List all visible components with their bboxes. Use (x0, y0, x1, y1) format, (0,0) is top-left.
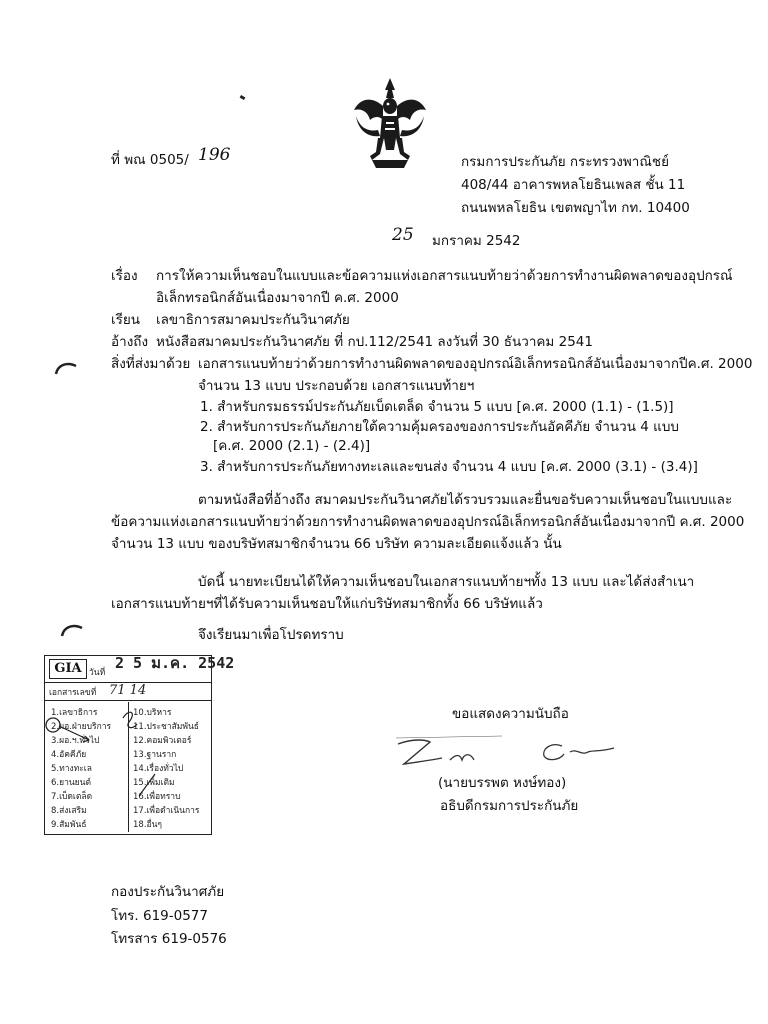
stamp-left-item: 5.ทางทะเล (51, 764, 92, 774)
stamp-right-item: 15.เพิ่มเติม (133, 778, 175, 788)
footer-fax: โทรสาร 619-0576 (111, 931, 227, 947)
signatory-title: อธิบดีกรมการประกันภัย (440, 798, 579, 814)
handwritten-signature (392, 730, 632, 774)
subject-line-2: อิเล็กทรอนิกส์อันเนื่องมาจากปี ค.ศ. 2000 (156, 290, 399, 306)
stamp-right-item: 11.ประชาสัมพันธ์ (133, 722, 199, 732)
enclosure-item-2-cont: [ค.ศ. 2000 (2.1) - (2.4)] (213, 438, 371, 454)
para2-line-2: เอกสารแนบท้ายฯที่ได้รับความเห็นชอบให้แก่บริษัทสมาชิกทั้ง 66 บริษัทแล้ว (111, 596, 543, 612)
signatory-name: (นายบรรพต หงษ์ทอง) (438, 775, 567, 791)
stamp-doc-no-handwritten: 71 14 (109, 683, 147, 698)
para1-line-3: จำนวน 13 แบบ ของบริษัทสมาชิกจำนวน 66 บริษัท ความละเอียดแจ้งแล้ว นั้น (111, 536, 562, 552)
stamp-right-item: 16.เพื่อทราบ (133, 792, 181, 802)
stamp-logo: GIA (49, 659, 87, 679)
enclosure-item-3: 3. สำหรับการประกันภัยทางทะเลและขนส่ง จำนวน 4 แบบ [ค.ศ. 2000 (3.1) - (3.4)] (200, 459, 698, 475)
stamp-left-item: 1.เลขาธิการ (51, 708, 98, 718)
enclosure-line-2: จำนวน 13 แบบ ประกอบด้วย เอกสารแนบท้ายฯ (198, 378, 475, 394)
hole-punch-mark-2 (60, 622, 84, 638)
stamp-right-item: 10.บริหาร (133, 708, 172, 718)
sender-address-2: ถนนพหลโยธิน เขตพญาไท กท. 10400 (461, 200, 690, 216)
stamp-left-item: 6.ยานยนต์ (51, 778, 91, 788)
para1-line-1: ตามหนังสือที่อ้างถึง สมาคมประกันวินาศภัยได้รวบรวมและยื่นขอรับความเห็นชอบในแบบและ (198, 492, 733, 508)
stamp-pen-marks (45, 656, 211, 834)
garuda-emblem-icon (352, 76, 428, 170)
stamp-right-item: 18.อื่นๆ (133, 820, 162, 830)
stamp-doc-no-label: เอกสารเลขที่ (49, 688, 97, 698)
stamp-right-item: 17.เพื่อดำเนินการ (133, 806, 200, 816)
stray-mark (240, 95, 246, 100)
ref-label: ที่ พณ 0505/ (111, 152, 189, 168)
enclosure-item-2: 2. สำหรับการประกันภัยภายใต้ความคุ้มครองของการประกันอัคคีภัย จำนวน 4 แบบ (200, 419, 679, 435)
stamp-right-item: 12.คอมพิวเตอร์ (133, 736, 192, 746)
reference-label: อ้างถึง (111, 334, 149, 350)
stamp-left-item: 9.สัมพันธ์ (51, 820, 87, 830)
para2-line-1: บัดนี้ นายทะเบียนได้ให้ความเห็นชอบในเอกสารแนบท้ายฯทั้ง 13 แบบ และได้ส่งสำเนา (198, 574, 695, 590)
closing-request: จึงเรียนมาเพื่อโปรดทราบ (198, 627, 344, 643)
sender-address-1: 408/44 อาคารพหลโยธินเพลส ชั้น 11 (461, 177, 686, 193)
subject-line-1: การให้ความเห็นชอบในแบบและข้อความแห่งเอกสารแนบท้ายว่าด้วยการทำงานผิดพลาดของอุปกรณ์ (156, 268, 733, 284)
to-value: เลขาธิการสมาคมประกันวินาศภัย (156, 312, 350, 328)
enclosure-item-1: 1. สำหรับกรมธรรม์ประกันภัยเบ็ดเตล็ด จำนวน 5 แบบ [ค.ศ. 2000 (1.1) - (1.5)] (200, 399, 674, 415)
stamp-left-item: 2.ผอ.ฝ่ายบริการ (51, 722, 112, 732)
para1-line-2: ข้อความแห่งเอกสารแนบท้ายว่าด้วยการทำงานผิดพลาดของอุปกรณ์อิเล็กทรอนิกส์อันเนื่องมาจากปี ค.ศ. 2000 (111, 514, 745, 530)
stamp-left-item: 4.อัคคีภัย (51, 750, 87, 760)
stamp-left-item: 7.เบ็ดเตล็ด (51, 792, 93, 802)
to-label: เรียน (111, 312, 141, 328)
subject-label: เรื่อง (111, 268, 138, 284)
date-day-handwritten: 25 (392, 225, 414, 245)
ref-number-handwritten: 196 (198, 145, 231, 165)
reference-value: หนังสือสมาคมประกันวินาศภัย ที่ กป.112/2541 ลงวันที่ 30 ธันวาคม 2541 (156, 334, 593, 350)
enclosure-label: สิ่งที่ส่งมาด้วย (111, 356, 191, 372)
stamp-left-item: 3.ผอ.ฯ.ทั่วไป (51, 736, 100, 746)
hole-punch-mark (54, 360, 78, 376)
stamp-date: 2 5 ม.ค. 2542 (115, 654, 235, 672)
stamp-right-item: 14.เรื่องทั่วไป (133, 764, 184, 774)
stamp-left-item: 8.ส่งเสริม (51, 806, 87, 816)
stamp-day-label: วันที่ (89, 668, 106, 678)
signature-closing: ขอแสดงความนับถือ (452, 706, 569, 722)
sender-org: กรมการประกันภัย กระทรวงพาณิชย์ (461, 154, 669, 170)
enclosure-line-1: เอกสารแนบท้ายว่าด้วยการทำงานผิดพลาดของอุปกรณ์อิเล็กทรอนิกส์อันเนื่องมาจากปีค.ศ. 2000 (198, 356, 753, 372)
footer-division: กองประกันวินาศภัย (111, 884, 225, 900)
receipt-stamp (44, 654, 235, 835)
date-text: มกราคม 2542 (432, 233, 521, 249)
footer-phone: โทร. 619-0577 (111, 908, 208, 924)
stamp-right-item: 13.ฐานราก (133, 750, 177, 760)
